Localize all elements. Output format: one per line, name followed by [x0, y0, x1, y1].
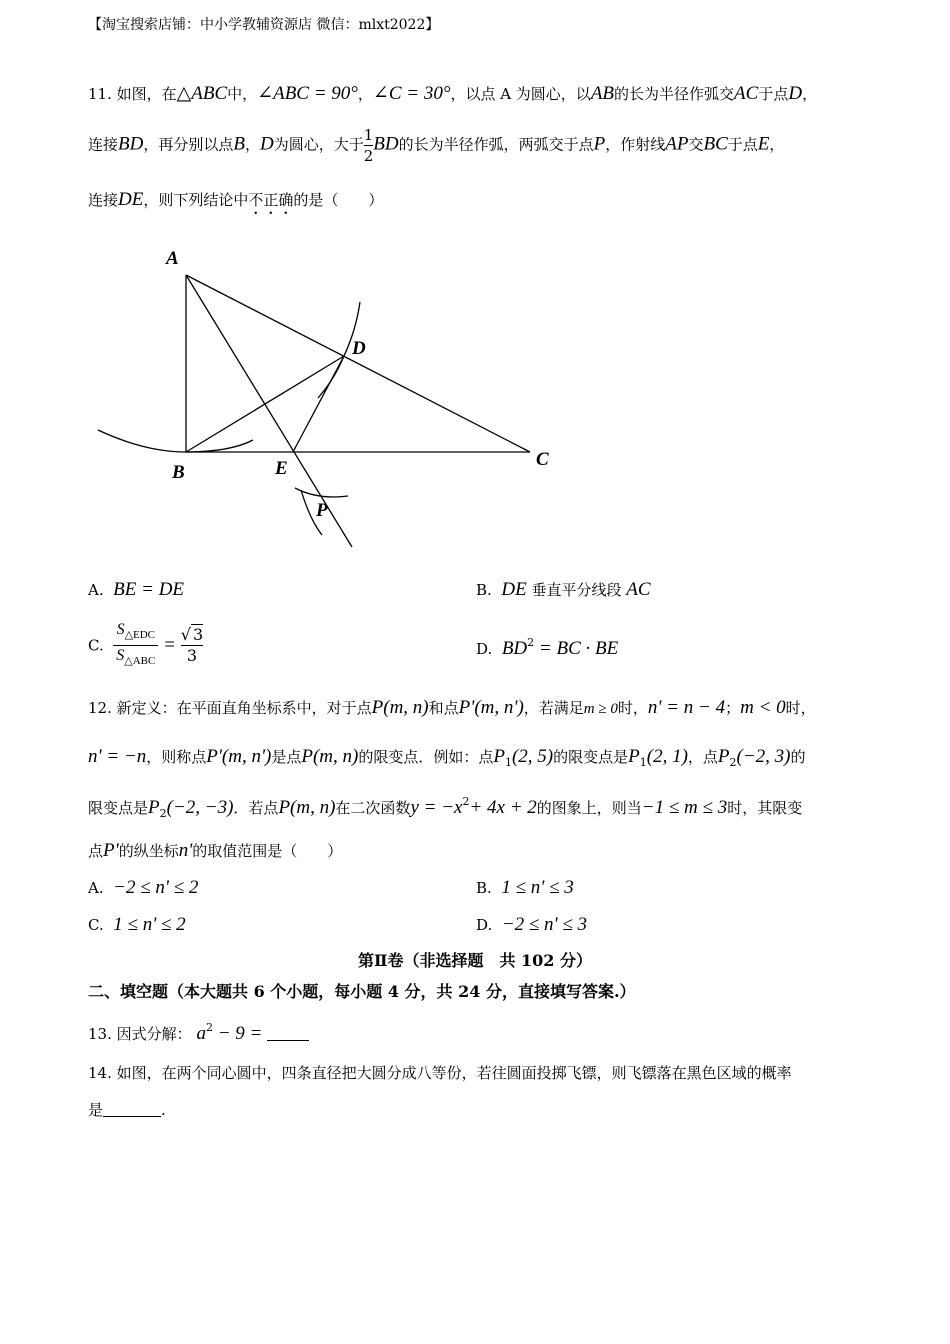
math: DE [501, 579, 527, 600]
text: 连接 [88, 191, 119, 209]
math: BD [501, 638, 528, 659]
math: a [196, 1023, 206, 1044]
q11-line2 [88, 125, 784, 166]
q12-option-c[interactable] [88, 914, 186, 936]
text: 于点 [758, 85, 789, 103]
text: ，若满足 [523, 699, 584, 717]
section-title: 第Ⅱ卷（非选择题 共 102 分） [357, 951, 593, 970]
label-p: P [316, 500, 328, 521]
text: 的限变点是 [553, 748, 629, 766]
math: BD [118, 133, 144, 155]
math: n' = −n [88, 746, 147, 767]
text: ， [357, 85, 373, 103]
text: ， [769, 135, 785, 154]
text: 是点 [271, 748, 302, 766]
option-label: C. [88, 916, 104, 934]
subscript: 1 [504, 756, 512, 769]
math: ∠C = 30° [372, 83, 451, 104]
text: 的取值范围是（ ） [192, 842, 343, 860]
superscript: 2 [462, 795, 470, 808]
math: BD [373, 133, 399, 155]
frac-num: 1 [363, 126, 374, 144]
segment-ac [186, 275, 530, 452]
section-subtitle: 二、填空题（本大题共 6 个小题，每小题 4 分，共 24 分，直接填写答案.） [88, 982, 636, 1001]
text: ．若点 [233, 799, 279, 817]
math: P [148, 797, 160, 818]
text: 时， [785, 699, 816, 717]
q13 [88, 1021, 309, 1045]
option-label: A. [88, 581, 104, 599]
math: n' [178, 840, 193, 861]
math: P [717, 746, 730, 767]
math: n' = n − 4 [647, 697, 726, 718]
geometry-figure [90, 240, 570, 560]
math: △ABC [176, 83, 228, 104]
q11-number: 11. [88, 85, 112, 103]
math: P [593, 133, 606, 155]
option-label: B. [476, 581, 492, 599]
math: S [116, 621, 125, 638]
text: 的图象上，则当 [536, 799, 642, 817]
label-d: D [352, 338, 366, 359]
text: 在二次函数 [335, 799, 411, 817]
q11-line1 [88, 82, 817, 105]
math: B [233, 133, 245, 155]
text: ，作射线 [605, 135, 666, 154]
math: AB [590, 83, 615, 104]
superscript: 2 [527, 636, 535, 649]
q11-option-b[interactable] [476, 579, 651, 601]
q13-number: 13. [88, 1025, 112, 1043]
math: P'(m, n') [206, 746, 272, 767]
frac-den: 2 [363, 147, 374, 165]
label-a: A [166, 248, 179, 269]
area-ratio-fraction [113, 620, 158, 671]
text: 的限变点．例如：点 [358, 748, 494, 766]
frac-den [113, 646, 158, 671]
text: ，则称点 [146, 748, 207, 766]
math: (2, 5) [511, 746, 554, 767]
option-label: B. [476, 879, 492, 897]
fraction-one-half [364, 125, 374, 166]
option-text: 1 ≤ n' ≤ 2 [113, 914, 186, 935]
q12-option-d[interactable] [476, 914, 587, 936]
text: 的是（ ） [293, 191, 384, 209]
math: D [788, 83, 803, 104]
option-text: 1 ≤ n' ≤ 3 [501, 877, 574, 898]
text: 为圆心，大于 [273, 135, 364, 154]
text: ， [802, 85, 818, 103]
text: ； [725, 699, 741, 717]
subscript: △ABC [124, 655, 156, 667]
math: m ≥ 0 [583, 701, 618, 717]
frac-num [113, 620, 158, 646]
segment-de [293, 356, 344, 452]
option-label: A. [88, 879, 104, 897]
q12-line4 [88, 840, 342, 862]
math: (2, 1) [646, 746, 688, 767]
q12-line2 [88, 746, 806, 769]
text: 和点 [428, 699, 459, 717]
text: ，点 [687, 748, 718, 766]
text: 新定义：在平面直角坐标系中，对于点 [116, 699, 372, 717]
arc-center-a-bottom [98, 430, 253, 452]
frac-num: √ 3 [180, 625, 204, 644]
math: P [628, 746, 640, 767]
q14-line1 [88, 1062, 792, 1083]
text: ，则下列结论中 [143, 191, 249, 209]
text: . [161, 1101, 166, 1119]
math: (−2, −3) [166, 797, 234, 818]
math: S [116, 647, 125, 664]
subscript: 1 [639, 756, 647, 769]
option-label: C. [88, 636, 104, 655]
text: 限变点是 [88, 799, 149, 817]
radicand: 3 [192, 625, 204, 644]
q11-line3 [88, 189, 383, 218]
q12-number: 12. [88, 699, 112, 717]
subscript: 2 [159, 807, 167, 820]
q12-line3 [88, 795, 802, 820]
option-text: −2 ≤ n' ≤ 3 [501, 914, 588, 935]
math: AC [626, 579, 651, 600]
math: m < 0 [740, 697, 786, 718]
equals-sign: = [163, 634, 176, 656]
text: 的长为半径作弧，两弧交于点 [398, 135, 594, 154]
math: P'(m, n') [458, 697, 524, 718]
q12-line1 [88, 697, 816, 719]
label-e: E [275, 458, 288, 479]
math: DE [118, 189, 144, 210]
text: 如图，在两个同心圆中，四条直径把大圆分成八等份，若往圆面投掷飞镖，则飞镖落在黑色区域的概率 [116, 1064, 792, 1082]
text: 如图，在 [116, 85, 177, 103]
math: P(m, n) [278, 797, 336, 818]
math: ∠ABC = 90° [257, 83, 358, 104]
frac-den: 3 [186, 646, 198, 665]
q14-line2 [88, 1099, 166, 1120]
q12-option-a[interactable] [88, 877, 198, 899]
text: ， [244, 135, 260, 154]
answer-blank[interactable] [103, 1102, 161, 1117]
math: y = −x [410, 797, 463, 818]
text: 于点 [727, 135, 758, 154]
math: −1 ≤ m ≤ 3 [641, 797, 728, 818]
math: BC [703, 133, 728, 155]
math: − 9 = [217, 1023, 263, 1044]
text: 点 [88, 842, 104, 860]
math: (−2, 3) [736, 746, 791, 767]
page-header: 【淘宝搜索店铺：中小学教辅资源店 微信：mlxt2022】 [88, 17, 440, 33]
q12-option-b[interactable] [476, 877, 574, 899]
q11-option-a[interactable] [88, 579, 184, 601]
label-b: B [172, 462, 185, 483]
text: 时，其限变 [727, 799, 803, 817]
math: + 4x + 2 [469, 797, 537, 818]
segment-bd [186, 356, 344, 452]
math: P [493, 746, 505, 767]
text: ，以点 A 为圆心，以 [450, 85, 591, 103]
q14-number: 14. [88, 1064, 112, 1082]
subscript: 2 [729, 756, 737, 769]
q11-option-d[interactable] [476, 636, 618, 660]
option-text: BE = DE [113, 579, 185, 600]
math: P' [103, 840, 119, 861]
math: = BC · BE [538, 638, 619, 659]
emphasized-text: 不正确 [248, 191, 294, 209]
math: AP [665, 133, 689, 155]
math: P(m, n) [371, 697, 429, 718]
math: D [259, 133, 274, 155]
option-text: 垂直平分线段 [531, 581, 622, 599]
text: 因式分解： [116, 1025, 192, 1043]
option-label: D. [476, 640, 493, 658]
math: E [757, 133, 770, 155]
option-label: D. [476, 916, 493, 934]
sqrt3-over-3 [181, 625, 203, 666]
text: ，再分别以点 [143, 135, 234, 154]
text: 的长为半径作弧交 [614, 85, 735, 103]
text: 的 [790, 748, 806, 766]
q11-option-c[interactable] [88, 620, 203, 671]
text: 时， [617, 699, 648, 717]
math: AC [734, 83, 759, 104]
superscript: 2 [205, 1021, 213, 1034]
text: 中， [227, 85, 258, 103]
text: 是 [88, 1101, 104, 1119]
text: 交 [688, 135, 704, 154]
option-text: −2 ≤ n' ≤ 2 [113, 877, 199, 898]
math: P(m, n) [301, 746, 359, 767]
subscript: △EDC [124, 629, 156, 641]
answer-blank[interactable] [267, 1026, 309, 1041]
text: 连接 [88, 135, 119, 154]
label-c: C [536, 449, 549, 470]
text: 的纵坐标 [118, 842, 179, 860]
